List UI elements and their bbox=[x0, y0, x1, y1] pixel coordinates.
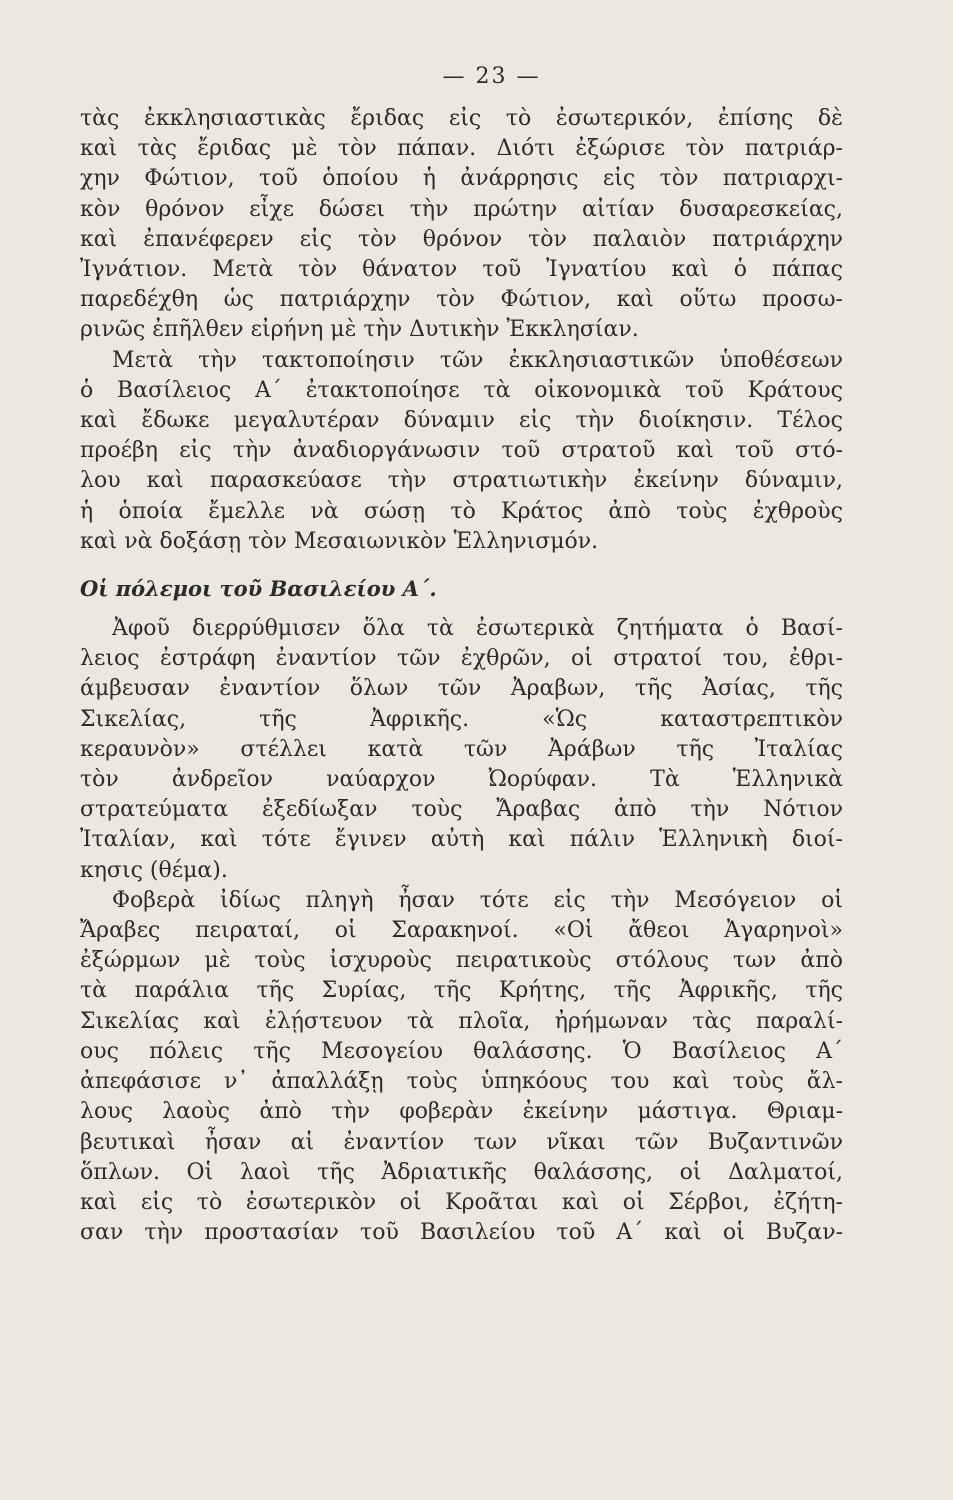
text-line: άμβευσαν ἐναντίον ὅλων τῶν Ἀραβων, τῆς Ἀσίας, τῆς bbox=[80, 676, 843, 702]
text-line: χην Φώτιον, τοῦ ὁποίου ἡ ἀνάρρησις εἰς τὸν πατριαρχι- bbox=[80, 166, 843, 192]
text-line: Ἰγνάτιον. Μετὰ τὸν θάνατον τοῦ Ἰγνατίου καὶ ὁ πάπας bbox=[80, 257, 843, 283]
text-line: Ἀφοῦ διερρύθμισεν ὅλα τὰ ἐσωτερικὰ ζητήματα ὁ Βασί- bbox=[112, 616, 843, 642]
paragraph-2 bbox=[80, 346, 843, 557]
text-line: παρεδέχθη ὡς πατριάρχην τὸν Φώτιον, καὶ οὕτω προσω- bbox=[80, 287, 843, 313]
text-line: Μετὰ τὴν τακτοποίησιν τῶν ἐκκλησιαστικῶν ὑποθέσεων bbox=[112, 347, 843, 373]
text-line: τὰς ἐκκλησιαστικὰς ἔριδας εἰς τὸ ἐσωτερικόν, ἐπίσης δὲ bbox=[80, 106, 843, 131]
paragraph-1 bbox=[80, 104, 843, 346]
text-line: καὶ εἰς τὸ ἐσωτερικὸν οἱ Κροᾶται καὶ οἱ Σέρβοι, ἐζήτη- bbox=[80, 1189, 843, 1215]
text-line: σαν τὴν προστασίαν τοῦ Βασιλείου τοῦ Α΄ καὶ οἱ Βυζαν- bbox=[80, 1220, 843, 1246]
paragraph-4 bbox=[80, 886, 843, 1248]
text-line: τὸν ἀνδρεῖον ναύαρχον Ὠορύφαν. Τὰ Ἑλληνικὰ bbox=[80, 767, 843, 793]
text-line: ἐξώρμων μὲ τοὺς ἰσχυροὺς πειρατικοὺς στόλους των ἀπὸ bbox=[80, 948, 843, 974]
text-line: ἀπεφάσισε ν᾽ ἀπαλλάξῃ τοὺς ὑπηκόους του καὶ τοὺς ἄλ- bbox=[80, 1069, 843, 1095]
text-line: ἡ ὁποία ἔμελλε νὰ σώσῃ τὸ Κράτος ἀπὸ τοὺς ἐχθροὺς bbox=[80, 498, 843, 524]
text-line: καὶ τὰς ἔριδας μὲ τὸν πάπαν. Διότι ἐξώρισε τὸν πατριάρ- bbox=[80, 136, 843, 162]
text-line: ους πόλεις τῆς Μεσογείου θαλάσσης. Ὁ Βασίλειος Α΄ bbox=[80, 1038, 843, 1064]
text-line: λου καὶ παρασκεύασε τὴν στρατιωτικὴν ἐκείνην δύναμιν, bbox=[80, 468, 843, 494]
text-line: ὅπλων. Οἱ λαοὶ τῆς Ἀδριατικῆς θαλάσσης, οἱ Δαλματοί, bbox=[80, 1159, 843, 1185]
text-line: λους λαοὺς ἀπὸ τὴν φοβερὰν ἐκείνην μάστιγα. Θριαμ- bbox=[80, 1099, 843, 1125]
text-line: κὸν θρόνον εἶχε δώσει τὴν πρώτην αἰτίαν δυσαρεσκείας, bbox=[80, 196, 843, 222]
text-line: λειος ἐστράφη ἐναντίον τῶν ἐχθρῶν, οἱ στρατοί του, ἐθρι- bbox=[80, 646, 843, 672]
text-line: καὶ ἐπανέφερεν εἰς τὸν θρόνον τὸν παλαιὸν πατριάρχην bbox=[80, 226, 843, 252]
text-line: καὶ ἔδωκε μεγαλυτέραν δύναμιν εἰς τὴν διοίκησιν. Τέλος bbox=[80, 408, 843, 434]
text-line: καὶ νὰ δοξάσῃ τὸν Μεσαιωνικὸν Ἑλληνισμόν. bbox=[80, 528, 599, 554]
page-number: — 23 — bbox=[442, 64, 541, 89]
text-line: Ἄραβες πειραταί, οἱ Σαρακηνοί. «Οἱ ἄθεοι Ἀγαρηνοὶ» bbox=[80, 918, 843, 944]
text-line: στρατεύματα ἐξεδίωξαν τοὺς Ἄραβας ἀπὸ τὴν Νότιον bbox=[80, 797, 843, 823]
text-line: Ἰταλίαν, καὶ τότε ἔγινεν αὐτὴ καὶ πάλιν Ἑλληνικὴ διοί- bbox=[80, 827, 843, 853]
paragraph-3 bbox=[80, 614, 843, 886]
text-line: ρινῶς ἐπῆλθεν εἰρήνη μὲ τὴν Δυτικὴν Ἐκκλησίαν. bbox=[80, 317, 639, 343]
text-line: τὰ παράλια τῆς Συρίας, τῆς Κρήτης, τῆς Ἀφρικῆς, τῆς bbox=[80, 978, 843, 1004]
text-line: Σικελίας, τῆς Ἀφρικῆς. «Ὡς καταστρεπτικὸν bbox=[80, 706, 843, 732]
text-line: ὁ Βασίλειος Α΄ ἐτακτοποίησε τὰ οἰκονομικὰ τοῦ Κράτους bbox=[80, 377, 843, 403]
text-line: κησις (θέμα). bbox=[80, 857, 228, 883]
text-line: κεραυνὸν» στέλλει κατὰ τῶν Ἀράβων τῆς Ἰταλίας bbox=[80, 736, 843, 762]
text-line: Φοβερὰ ἰδίως πληγὴ ἦσαν τότε εἰς τὴν Μεσόγειον οἱ bbox=[112, 887, 843, 913]
text-line: προέβη εἰς τὴν ἀναδιοργάνωσιν τοῦ στρατοῦ καὶ τοῦ στό- bbox=[80, 438, 843, 464]
text-line: βευτικαὶ ἦσαν αἱ ἐναντίον των νῖκαι τῶν Βυζαντινῶν bbox=[80, 1129, 843, 1155]
section-heading: Οἱ πόλεμοι τοῦ Βασιλείου Α΄. bbox=[80, 576, 437, 602]
text-line: Σικελίας καὶ ἐλῄστευον τὰ πλοῖα, ἠρήμωναν τὰς παραλί- bbox=[80, 1008, 843, 1034]
